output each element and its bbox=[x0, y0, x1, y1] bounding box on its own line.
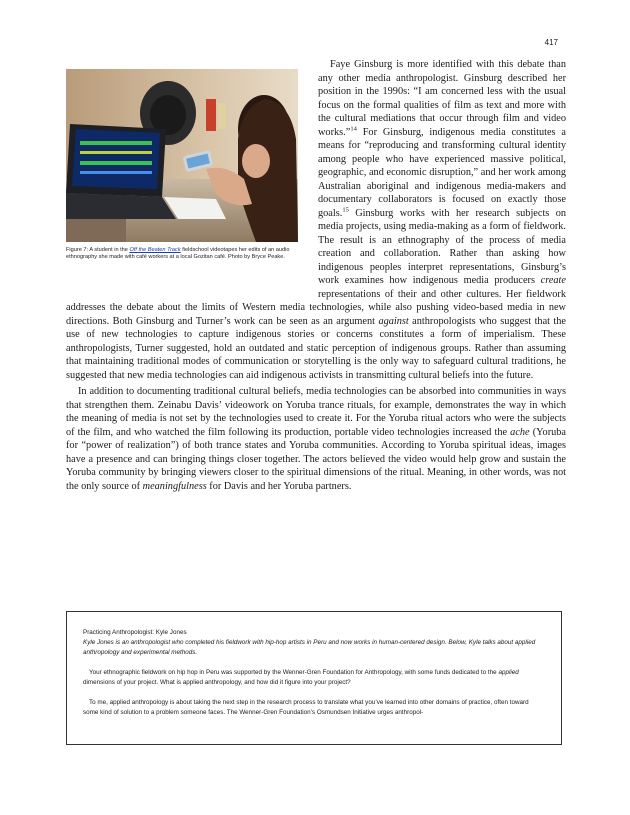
sidebar-practicing-anthropologist bbox=[66, 611, 562, 745]
page-number: 417 bbox=[544, 38, 558, 47]
p1-b: For Ginsburg, indigenous media constitutes a means for “reproducing and transforming cultural identity among people who have experienced massive political, geographic, and economic disruption,” and her work among Australian aboriginal and indigenous media-makers and documentary collaborators is focused on exactly those goals. bbox=[318, 126, 566, 219]
caption-prefix: Figure 7: A student in the bbox=[66, 247, 130, 253]
question-a: Your ethnographic fieldwork on hip hop in Peru was supported by the Wenner-Gren Foundation for Anthropology, with some funds dedicated to the bbox=[89, 669, 499, 676]
p1-d: representations of their and other cultures. Her fieldwork addresses the debate about the limits of Western media technologies, while also pushing video-based media in new directions. Both Ginsburg and Turner’s work can be seen as an argument bbox=[66, 288, 566, 327]
p1-e: anthropologists who suggest that the use of new technologies to capture indigenous stories or concerns constitutes a form of imperialism. These anthropologists, Turner suggested, hold an outdated and static perception of indigenous groups. Rather than assuming that maintaining traditional modes of communication or storytelling is the only way to safeguard cultural traditions, he suggested that new media technologies can aid indigenous activists in transmitting cultural beliefs into the future. bbox=[66, 315, 567, 381]
p1-c: Ginsburg works with her research subjects on media projects, using media-making as a form of fieldwork. The result is an ethnography of the process of media creation and collaboration. Rather than asking how indigenous peoples interpret representations, Ginsburg’s work examines how indigenous media producers bbox=[318, 207, 566, 286]
sidebar-answer: To me, applied anthropology is about taking the next step in the research process to translate what you’ve learned into other domains of practice, often toward some kind of solution to a problem someone faces. The Wenner-Gren Foundation’s Osmundsen Initiative urges anthropol- bbox=[83, 699, 529, 716]
p1-em-create: create bbox=[540, 275, 566, 286]
question-em-applied: applied bbox=[498, 669, 519, 676]
p2-c: for Davis and her Yoruba partners. bbox=[206, 480, 352, 492]
p2-a: In addition to documenting traditional cultural beliefs, media technologies can be absorbed into communities in ways that strengthen them. Zeinabu Davis’ videowork on Yoruba trance rituals, for example, demonstrates the way in which the meaning of media is not set by the technologies used to create it. For the Yoruba ritual actors who were the subjects of the film, and who watched the film following its production, portable video technologies increased the bbox=[66, 386, 566, 438]
p2-em-meaningfulness: meaningfulness bbox=[142, 480, 207, 492]
footnote-ref-14[interactable]: 14 bbox=[350, 125, 357, 133]
caption-suffix: fieldschool videotapes her edits of an audio ethnography she made with café workers at a local Gozitan café. Photo by Bryce Peake. bbox=[66, 247, 290, 260]
figure-space bbox=[66, 58, 318, 298]
p1-a: Faye Ginsburg is more identified with this debate than any other media anthropologist. Ginsburg described her position in the 1990s: “I am concerned less with the usual focus on the formal qualities of film as text and more with the cultural mediations that occur through film and video works.” bbox=[318, 59, 566, 138]
footnote-ref-15[interactable]: 15 bbox=[342, 206, 349, 214]
p1-em-against: against bbox=[378, 315, 409, 327]
paragraph-2 bbox=[66, 385, 566, 493]
sidebar-intro: Kyle Jones is an anthropologist who completed his fieldwork with hip-hop artists in Peru and now works in human-centered design. Below, Kyle talks about applied anthropology and experimental methods. bbox=[83, 639, 536, 656]
p2-b: (Yoruba for “power of realization”) of both trance states and Yoruba communities. According to Yoruba spiritual ideas, images have a presence and can bringing things closer together. The actors believed the video would help grow and sustain the Yoruba community by bringing viewers closer to the spiritual dimensions of the ritual. Meaning, in other words, was not the only source of bbox=[66, 426, 566, 492]
p2-em-ache: ache bbox=[510, 426, 530, 438]
sidebar-title: Practicing Anthropologist: Kyle Jones bbox=[83, 629, 187, 636]
question-b: dimensions of your project. What is applied anthropology, and how did it figure into your project? bbox=[83, 679, 351, 686]
caption-link[interactable]: Off the Beaten Track bbox=[129, 247, 181, 253]
body-text bbox=[66, 58, 566, 493]
sidebar-question bbox=[83, 668, 545, 688]
